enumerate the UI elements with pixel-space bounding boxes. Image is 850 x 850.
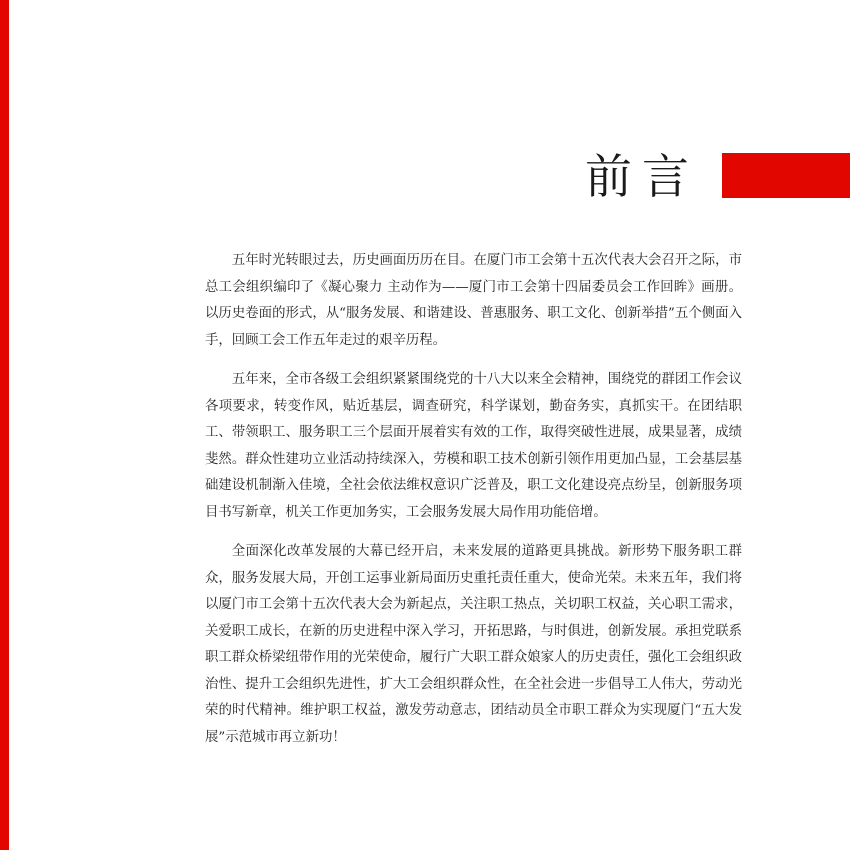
title-accent-bar [722, 153, 850, 198]
preface-body [205, 248, 742, 764]
paragraph-2: 五年来，全市各级工会组织紧紧围绕党的十八大以来全会精神，围绕党的群团工作会议各项要求，转变作风，贴近基层，调查研究，科学谋划，勤奋务实，真抓实干。在团结职工、带领职工、服务职工三个层面开展着实有效的工作，取得突破性进展，成果显著，成绩斐然。群众性建功立业活动持续深入，劳模和职工技术创新引领作用更加凸显，工会基层基础建设机制渐入佳境，全社会依法维权意识广泛普及，职工文化建设亮点纷呈，创新服务项目书写新章，机关工作更加务实，工会服务发展大局作用功能倍增。 [205, 372, 742, 520]
left-accent-bar [0, 0, 9, 850]
paragraph-1: 五年时光转眼过去，历史画面历历在目。在厦门市工会第十五次代表大会召开之际，市总工会组织编印了《凝心聚力 主动作为——厦门市工会第十四届委员会工作回眸》画册。以历史卷面的形式，从“服务发展、和谐建设、普惠服务、职工文化、创新举措”五个侧面入手，回顾工会工作五年走过的艰辛历程。 [205, 253, 742, 348]
page-title: 前言 [585, 150, 699, 205]
paragraph-3: 全面深化改革发展的大幕已经开启，未来发展的道路更具挑战。新形势下服务职工群众，服务发展大局，开创工运事业新局面历史重托责任重大，使命光荣。未来五年，我们将以厦门市工会第十五次代表大会为新起点，关注职工热点，关切职工权益，关心职工需求，关爱职工成长，在新的历史进程中深入学习，开拓思路，与时俱进，创新发展。承担党联系职工群众桥梁纽带作用的光荣使命，履行广大职工群众娘家人的历史责任，强化工会组织政治性、提升工会组织先进性，扩大工会组织群众性，在全社会进一步倡导工人伟大，劳动光荣的时代精神。维护职工权益，激发劳动意志，团结动员全市职工群众为实现厦门“五大发展”示范城市再立新功！ [205, 544, 742, 745]
